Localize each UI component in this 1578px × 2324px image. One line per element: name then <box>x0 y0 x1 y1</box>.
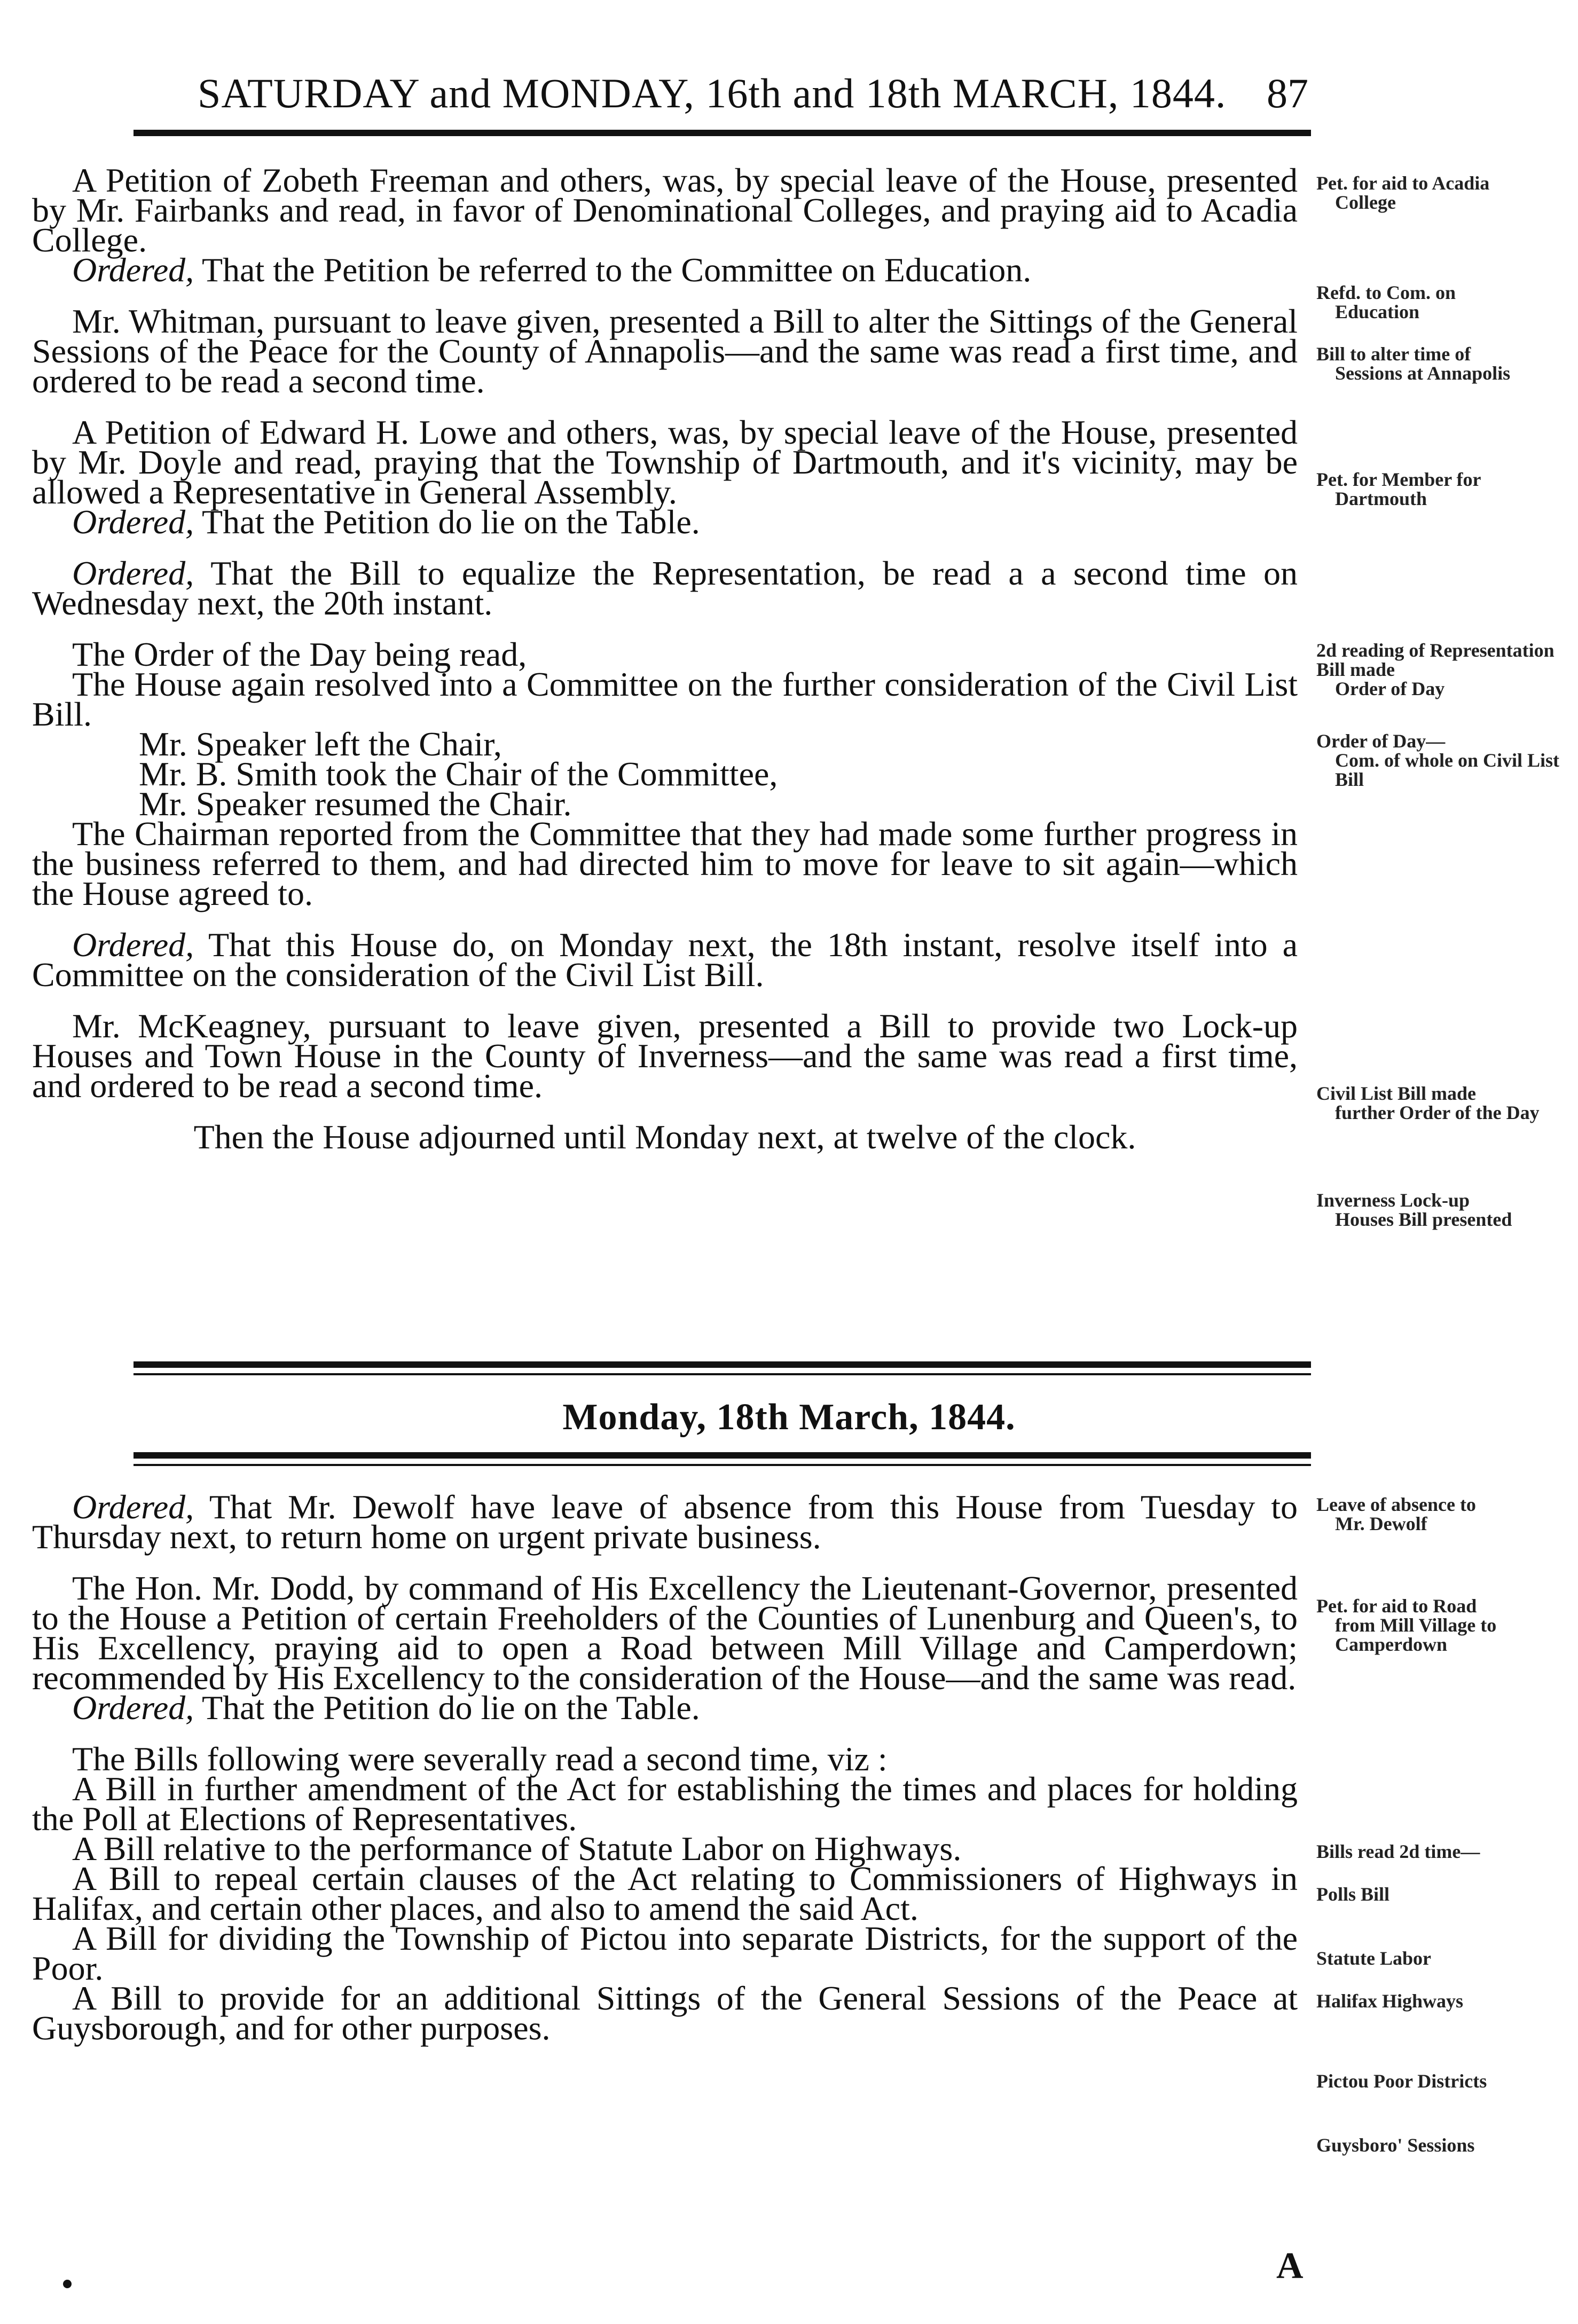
adjourned: Then the House adjourned until Monday next, at twelve of the clock. <box>193 1118 1136 1156</box>
margin-note-inverness: Inverness Lock-up Houses Bill presented <box>1316 1189 1512 1230</box>
ordered-table: Ordered, That the Petition do lie on the Table. <box>72 503 700 541</box>
civil-list-order: Ordered, That this House do, on Monday next, the 18th instant, resolve itself into a Committee on the consideration of the Civil List Bill. <box>32 926 1298 994</box>
margin-note-dartmouth: Pet. for Member for Dartmouth <box>1316 469 1481 509</box>
dodd-ordered: Ordered, That the Petition do lie on the Table. <box>72 1689 700 1727</box>
monday-heading: Monday, 18th March, 1844. <box>562 1397 1016 1438</box>
speaker-left: Mr. Speaker left the Chair, <box>139 725 502 763</box>
bill-item: A Bill relative to the performance of Statute Labor on Highways. <box>72 1830 962 1868</box>
signature-mark: A <box>1276 2246 1304 2287</box>
margin-note-guysboro: Guysboro' Sessions <box>1316 2134 1475 2156</box>
page-title: SATURDAY and MONDAY, 16th and 18th MARCH, 1844. <box>198 70 1227 116</box>
dewolf-leave: Ordered, That Mr. Dewolf have leave of absence from this House from Tuesday to Thursday next, to return home on urgent private business. <box>32 1488 1298 1556</box>
bills-intro: The Bills following were severally read a second time, viz : <box>72 1740 888 1778</box>
mckeagney-bill: Mr. McKeagney, pursuant to leave given, presented a Bill to provide two Lock-up Houses and Town House in the County of Inverness—and the same was read a first time, and ordered to be read a second time. <box>32 1007 1298 1105</box>
smith-chair: Mr. B. Smith took the Chair of the Committee, <box>139 755 778 793</box>
bill-item: A Bill for dividing the Township of Pictou into separate Districts, for the support of the Poor. <box>32 1919 1298 1987</box>
margin-note-acadia: Pet. for aid to Acadia College <box>1316 172 1490 213</box>
margin-note-representation: 2d reading of Representation Bill made Order of Day <box>1316 640 1555 699</box>
bill-item: A Bill in further amendment of the Act for establishing the times and places for holding the Poll at Elections of Representatives. <box>32 1770 1298 1838</box>
whitman-bill: Mr. Whitman, pursuant to leave given, presented a Bill to alter the Sittings of the General Sessions of the Peace for the County of Annapolis—and the same was read a first time, and ordered to be read a second time. <box>32 302 1298 400</box>
margin-note-education: Refd. to Com. on Education <box>1316 282 1456 322</box>
petition-lowe: A Petition of Edward H. Lowe and others, was, by special leave of the House, presented by Mr. Doyle and read, praying that the Township of Dartmouth, and it's vicinity, may be allowed a Representative in General Assembly. <box>32 413 1298 511</box>
margin-note-civil-list: Civil List Bill made further Order of the Day <box>1316 1083 1540 1123</box>
committee-resolved: The House again resolved into a Committee on the further consideration of the Civil List Bill. <box>32 665 1298 733</box>
page-header <box>198 69 1308 128</box>
bill-item: A Bill to provide for an additional Sittings of the General Sessions of the Peace at Guysborough, and for other purposes. <box>32 1979 1298 2047</box>
chairman-report: The Chairman reported from the Committee that they had made some further progress in the business referred to them, and had directed him to move for leave to sit again—which the House agreed to. <box>32 815 1298 912</box>
page-number: 87 <box>1267 70 1308 116</box>
dodd-petition: The Hon. Mr. Dodd, by command of His Excellency the Lieutenant-Governor, presented to the House a Petition of certain Freeholders of the Counties of Lunenburg and Queen's, to His Excellency, praying aid to open a Road between Mill Village and Camperdown; recommended by His Excellency to the consideration of the House—and the same was read. <box>32 1569 1298 1697</box>
margin-note-bills-read: Bills read 2d time— <box>1316 1841 1480 1862</box>
margin-note-pictou: Pictou Poor Districts <box>1316 2070 1487 2092</box>
section-rule-top <box>134 1361 1311 1368</box>
margin-note-polls: Polls Bill <box>1316 1884 1390 1905</box>
stray-dot <box>63 2280 72 2288</box>
margin-note-halifax: Halifax Highways <box>1316 1990 1464 2012</box>
section-rule-bottom <box>134 1452 1311 1459</box>
margin-note-annapolis: Bill to alter time of Sessions at Annapolis <box>1316 343 1511 384</box>
margin-note-order-day: Order of Day— Com. of whole on Civil List Bill <box>1316 730 1560 790</box>
margin-note-road: Pet. for aid to Road from Mill Village to Camperdown <box>1316 1595 1497 1655</box>
order-of-day: The Order of the Day being read, <box>72 635 527 673</box>
section-rule-bottom-thin <box>134 1464 1311 1466</box>
speaker-resumed: Mr. Speaker resumed the Chair. <box>139 785 572 823</box>
section-rule-top-thin <box>134 1373 1311 1375</box>
margin-note-dewolf: Leave of absence to Mr. Dewolf <box>1316 1494 1476 1534</box>
bill-item: A Bill to repeal certain clauses of the Act relating to Commissioners of Highways in Halifax, and certain other places, and also to amend the said Act. <box>32 1860 1298 1927</box>
petition-freeman: A Petition of Zobeth Freeman and others, was, by special leave of the House, presented by Mr. Fairbanks and read, in favor of Denominational Colleges, and praying aid to Acadia College. <box>32 161 1298 259</box>
representation-order: Ordered, That the Bill to equalize the Representation, be read a a second time on Wednesday next, the 20th instant. <box>32 554 1298 622</box>
header-rule <box>134 130 1311 136</box>
saturday-section <box>32 161 1298 1156</box>
margin-note-statute: Statute Labor <box>1316 1948 1431 1969</box>
monday-section <box>32 1488 1298 2047</box>
ordered-education: Ordered, That the Petition be referred to the Committee on Education. <box>72 251 1032 289</box>
